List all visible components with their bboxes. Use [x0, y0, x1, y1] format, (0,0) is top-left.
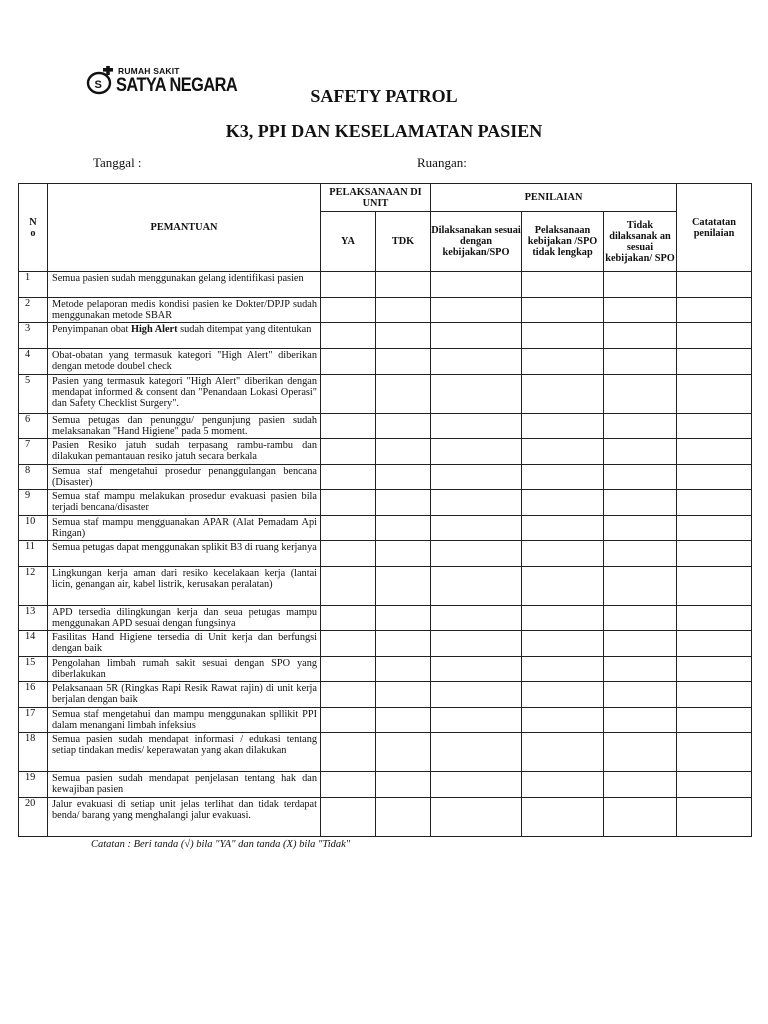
row-pemantuan-text: Pasien Resiko jatuh sudah terpasang rambu-rambu dan dilakukan pemantauan resiko jatuh secara berkala [48, 439, 321, 465]
ya-cell[interactable] [321, 682, 376, 708]
ya-cell[interactable] [321, 349, 376, 375]
dilaksanakan-cell[interactable] [431, 657, 522, 682]
tdk-cell[interactable] [376, 798, 431, 837]
table-row [19, 708, 752, 733]
row-number: 15 [19, 657, 48, 682]
row-number: 13 [19, 606, 48, 631]
safety-patrol-table [18, 183, 752, 837]
dilaksanakan-cell[interactable] [431, 414, 522, 439]
tdk-cell[interactable] [376, 375, 431, 414]
ya-cell[interactable] [321, 733, 376, 772]
pelaksanaan-tidak-lengkap-cell[interactable] [522, 439, 604, 465]
dilaksanakan-cell[interactable] [431, 708, 522, 733]
tdk-cell[interactable] [376, 772, 431, 798]
pelaksanaan-tidak-lengkap-cell[interactable] [522, 567, 604, 606]
dilaksanakan-cell[interactable] [431, 798, 522, 837]
dilaksanakan-cell[interactable] [431, 349, 522, 375]
table-row [19, 772, 752, 798]
ya-cell[interactable] [321, 772, 376, 798]
tdk-cell[interactable] [376, 298, 431, 323]
tdk-cell[interactable] [376, 414, 431, 439]
tdk-cell[interactable] [376, 516, 431, 541]
dilaksanakan-cell[interactable] [431, 772, 522, 798]
tdk-cell[interactable] [376, 657, 431, 682]
header-no: N o [19, 184, 48, 272]
tidak-dilaksanakan-cell[interactable] [604, 657, 677, 682]
row-pemantuan-text: APD tersedia dilingkungan kerja dan seua petugas mampu menggunakan APD sesuai dengan fungsinya [48, 606, 321, 631]
row-number: 3 [19, 323, 48, 349]
tdk-cell[interactable] [376, 490, 431, 516]
catatan-cell[interactable] [677, 567, 752, 606]
pelaksanaan-tidak-lengkap-cell[interactable] [522, 657, 604, 682]
header-tdk: TDK [376, 212, 431, 272]
table-row [19, 657, 752, 682]
table-row [19, 516, 752, 541]
row-pemantuan-text: Semua petugas dan penunggu/ pengunjung pasien sudah melaksanakan "Hand Higiene" pada 5 moment. [48, 414, 321, 439]
dilaksanakan-cell[interactable] [431, 567, 522, 606]
row-number: 9 [19, 490, 48, 516]
row-number: 18 [19, 733, 48, 772]
catatan-cell[interactable] [677, 798, 752, 837]
tanggal-label: Tanggal : [93, 155, 142, 170]
tidak-dilaksanakan-cell[interactable] [604, 682, 677, 708]
table-row [19, 606, 752, 631]
ya-cell[interactable] [321, 414, 376, 439]
row-pemantuan-text: Semua staf mengetahui dan mampu menggunakan spllikit PPI dalam menangani limbah infeksius [48, 708, 321, 733]
row-pemantuan-text: Semua staf mampu mengguanakan APAR (Alat Pemadam Api Ringan) [48, 516, 321, 541]
tdk-cell[interactable] [376, 567, 431, 606]
pelaksanaan-tidak-lengkap-cell[interactable] [522, 375, 604, 414]
table-row [19, 439, 752, 465]
row-number: 20 [19, 798, 48, 837]
row-pemantuan-text: Semua staf mampu melakukan prosedur evakuasi pasien bila terjadi bencana/disaster [48, 490, 321, 516]
catatan-cell[interactable] [677, 490, 752, 516]
tdk-cell[interactable] [376, 439, 431, 465]
ya-cell[interactable] [321, 272, 376, 298]
row-pemantuan-text: Semua pasien sudah menggunakan gelang identifikasi pasien [48, 272, 321, 298]
pelaksanaan-tidak-lengkap-cell[interactable] [522, 516, 604, 541]
pelaksanaan-tidak-lengkap-cell[interactable] [522, 490, 604, 516]
dilaksanakan-cell[interactable] [431, 682, 522, 708]
table-row [19, 465, 752, 490]
tdk-cell[interactable] [376, 541, 431, 567]
ya-cell[interactable] [321, 375, 376, 414]
ya-cell[interactable] [321, 798, 376, 837]
dilaksanakan-cell[interactable] [431, 298, 522, 323]
page-subtitle: K3, PPI DAN KESELAMATAN PASIEN [225, 121, 543, 141]
catatan-cell[interactable] [677, 606, 752, 631]
pelaksanaan-tidak-lengkap-cell[interactable] [522, 272, 604, 298]
dilaksanakan-cell[interactable] [431, 733, 522, 772]
pelaksanaan-tidak-lengkap-cell[interactable] [522, 414, 604, 439]
table-row [19, 798, 752, 837]
tidak-dilaksanakan-cell[interactable] [604, 606, 677, 631]
row-number: 11 [19, 541, 48, 567]
pelaksanaan-tidak-lengkap-cell[interactable] [522, 465, 604, 490]
ruangan-label: Ruangan: [417, 155, 467, 170]
row-number: 4 [19, 349, 48, 375]
pelaksanaan-tidak-lengkap-cell[interactable] [522, 606, 604, 631]
table-row [19, 375, 752, 414]
tdk-cell[interactable] [376, 708, 431, 733]
header-dilaksanakan: Dilaksanakan sesuai dengan kebijakan/SPO [431, 212, 522, 272]
row-pemantuan-text: Obat-obatan yang termasuk kategori "High Alert" diberikan dengan metode doubel check [48, 349, 321, 375]
tidak-dilaksanakan-cell[interactable] [604, 631, 677, 657]
tidak-dilaksanakan-cell[interactable] [604, 375, 677, 414]
pelaksanaan-tidak-lengkap-cell[interactable] [522, 682, 604, 708]
row-number: 10 [19, 516, 48, 541]
table-row [19, 541, 752, 567]
pelaksanaan-tidak-lengkap-cell[interactable] [522, 541, 604, 567]
tidak-dilaksanakan-cell[interactable] [604, 798, 677, 837]
dilaksanakan-cell[interactable] [431, 631, 522, 657]
table-row [19, 323, 752, 349]
pelaksanaan-tidak-lengkap-cell[interactable] [522, 323, 604, 349]
row-pemantuan-text: Pengolahan limbah rumah sakit sesuai dengan SPO yang diberlakukan [48, 657, 321, 682]
tdk-cell[interactable] [376, 272, 431, 298]
tdk-cell[interactable] [376, 606, 431, 631]
ya-cell[interactable] [321, 567, 376, 606]
row-pemantuan-text: Fasilitas Hand Higiene tersedia di Unit kerja dan berfungsi dengan baik [48, 631, 321, 657]
tidak-dilaksanakan-cell[interactable] [604, 733, 677, 772]
header-pemantuan: PEMANTUAN [48, 184, 321, 272]
tidak-dilaksanakan-cell[interactable] [604, 465, 677, 490]
row-number: 12 [19, 567, 48, 606]
ya-cell[interactable] [321, 708, 376, 733]
row-number: 5 [19, 375, 48, 414]
ya-cell[interactable] [321, 631, 376, 657]
row-number: 2 [19, 298, 48, 323]
tidak-dilaksanakan-cell[interactable] [604, 349, 677, 375]
header-pelaksanaan-tidak-lengkap: Pelaksanaan kebijakan /SPO tidak lengkap [522, 212, 604, 272]
tidak-dilaksanakan-cell[interactable] [604, 567, 677, 606]
pelaksanaan-tidak-lengkap-cell[interactable] [522, 798, 604, 837]
footnote: Catatan : Beri tanda (√) bila "YA" dan tanda (X) bila "Tidak" [91, 839, 351, 850]
tdk-cell[interactable] [376, 349, 431, 375]
row-number: 17 [19, 708, 48, 733]
catatan-cell[interactable] [677, 414, 752, 439]
tidak-dilaksanakan-cell[interactable] [604, 298, 677, 323]
pelaksanaan-tidak-lengkap-cell[interactable] [522, 298, 604, 323]
table-row [19, 272, 752, 298]
row-pemantuan-text: Semua petugas dapat menggunakan splikit B3 di ruang kerjanya [48, 541, 321, 567]
header-tidak-dilaksanakan: Tidak dilaksanak an sesuai kebijakan/ SPO [604, 212, 677, 272]
ya-cell[interactable] [321, 323, 376, 349]
dilaksanakan-cell[interactable] [431, 323, 522, 349]
row-pemantuan-text: Semua pasien sudah mendapat penjelasan tentang hak dan kewajiban pasien [48, 772, 321, 798]
dilaksanakan-cell[interactable] [431, 375, 522, 414]
pelaksanaan-tidak-lengkap-cell[interactable] [522, 772, 604, 798]
row-number: 6 [19, 414, 48, 439]
table-row [19, 349, 752, 375]
row-pemantuan-text: Semua staf mengetahui prosedur penanggulangan bencana (Disaster) [48, 465, 321, 490]
row-number: 7 [19, 439, 48, 465]
row-number: 19 [19, 772, 48, 798]
dilaksanakan-cell[interactable] [431, 541, 522, 567]
dilaksanakan-cell[interactable] [431, 272, 522, 298]
ya-cell[interactable] [321, 541, 376, 567]
row-number: 8 [19, 465, 48, 490]
catatan-cell[interactable] [677, 682, 752, 708]
logo-mark-letter: S [94, 79, 102, 91]
catatan-cell[interactable] [677, 631, 752, 657]
dilaksanakan-cell[interactable] [431, 439, 522, 465]
pelaksanaan-tidak-lengkap-cell[interactable] [522, 708, 604, 733]
logo-name: SATYA NEGARA [116, 75, 238, 96]
catatan-cell[interactable] [677, 323, 752, 349]
table-row [19, 567, 752, 606]
catatan-cell[interactable] [677, 272, 752, 298]
tidak-dilaksanakan-cell[interactable] [604, 490, 677, 516]
logo-top-text: RUMAH SAKIT [118, 66, 180, 76]
ya-cell[interactable] [321, 606, 376, 631]
ya-cell[interactable] [321, 465, 376, 490]
row-pemantuan-text: Pasien yang termasuk kategori "High Alert" diberikan dengan mendapat informed & consent dan "Penandaan Lokasi Operasi" dan Safety Checklist Surgery". [48, 375, 321, 414]
table-row [19, 490, 752, 516]
catatan-cell[interactable] [677, 439, 752, 465]
catatan-cell[interactable] [677, 772, 752, 798]
dilaksanakan-cell[interactable] [431, 516, 522, 541]
catatan-cell[interactable] [677, 516, 752, 541]
catatan-cell[interactable] [677, 298, 752, 323]
row-number: 1 [19, 272, 48, 298]
tidak-dilaksanakan-cell[interactable] [604, 414, 677, 439]
ya-cell[interactable] [321, 490, 376, 516]
catatan-cell[interactable] [677, 465, 752, 490]
table-row [19, 682, 752, 708]
tidak-dilaksanakan-cell[interactable] [604, 272, 677, 298]
tdk-cell[interactable] [376, 733, 431, 772]
row-pemantuan-text: Penyimpanan obat High Alert sudah ditempat yang ditentukan [48, 323, 321, 349]
table-row [19, 298, 752, 323]
catatan-cell[interactable] [677, 375, 752, 414]
pelaksanaan-tidak-lengkap-cell[interactable] [522, 733, 604, 772]
catatan-cell[interactable] [677, 541, 752, 567]
tdk-cell[interactable] [376, 323, 431, 349]
tidak-dilaksanakan-cell[interactable] [604, 708, 677, 733]
bold-text: High Alert [130, 324, 178, 335]
tidak-dilaksanakan-cell[interactable] [604, 541, 677, 567]
catatan-cell[interactable] [677, 349, 752, 375]
dilaksanakan-cell[interactable] [431, 465, 522, 490]
row-pemantuan-text: Metode pelaporan medis kondisi pasien ke Dokter/DPJP sudah menggunakan metode SBAR [48, 298, 321, 323]
tdk-cell[interactable] [376, 465, 431, 490]
header-ya: YA [321, 212, 376, 272]
row-pemantuan-text: Semua pasien sudah mendapat informasi / edukasi tentang setiap tindakan medis/ keperawatan yang akan dilakukan [48, 733, 321, 772]
dilaksanakan-cell[interactable] [431, 490, 522, 516]
ya-cell[interactable] [321, 298, 376, 323]
tidak-dilaksanakan-cell[interactable] [604, 516, 677, 541]
dilaksanakan-cell[interactable] [431, 606, 522, 631]
catatan-cell[interactable] [677, 733, 752, 772]
tdk-cell[interactable] [376, 682, 431, 708]
catatan-cell[interactable] [677, 657, 752, 682]
row-number: 14 [19, 631, 48, 657]
tidak-dilaksanakan-cell[interactable] [604, 772, 677, 798]
tidak-dilaksanakan-cell[interactable] [604, 439, 677, 465]
row-number: 16 [19, 682, 48, 708]
pelaksanaan-tidak-lengkap-cell[interactable] [522, 349, 604, 375]
page-title: SAFETY PATROL [310, 86, 458, 106]
row-pemantuan-text: Jalur evakuasi di setiap unit jelas terlihat dan tidak terdapat benda/ barang yang menghalangi jalur evakuasi. [48, 798, 321, 837]
tdk-cell[interactable] [376, 631, 431, 657]
table-row [19, 414, 752, 439]
row-pemantuan-text: Lingkungan kerja aman dari resiko kecelakaan kerja (lantai licin, genangan air, kabel listrik, kerusakan peralatan) [48, 567, 321, 606]
header-penilaian: PENILAIAN [431, 184, 677, 212]
table-row [19, 733, 752, 772]
pelaksanaan-tidak-lengkap-cell[interactable] [522, 631, 604, 657]
catatan-cell[interactable] [677, 708, 752, 733]
header-catatan: Catatatan penilaian [677, 184, 752, 272]
header-pelaksanaan: PELAKSANAAN DI UNIT [321, 184, 431, 212]
table-row [19, 631, 752, 657]
ya-cell[interactable] [321, 657, 376, 682]
tidak-dilaksanakan-cell[interactable] [604, 323, 677, 349]
row-pemantuan-text: Pelaksanaan 5R (Ringkas Rapi Resik Rawat rajin) di unit kerja berjalan dengan baik [48, 682, 321, 708]
ya-cell[interactable] [321, 439, 376, 465]
ya-cell[interactable] [321, 516, 376, 541]
